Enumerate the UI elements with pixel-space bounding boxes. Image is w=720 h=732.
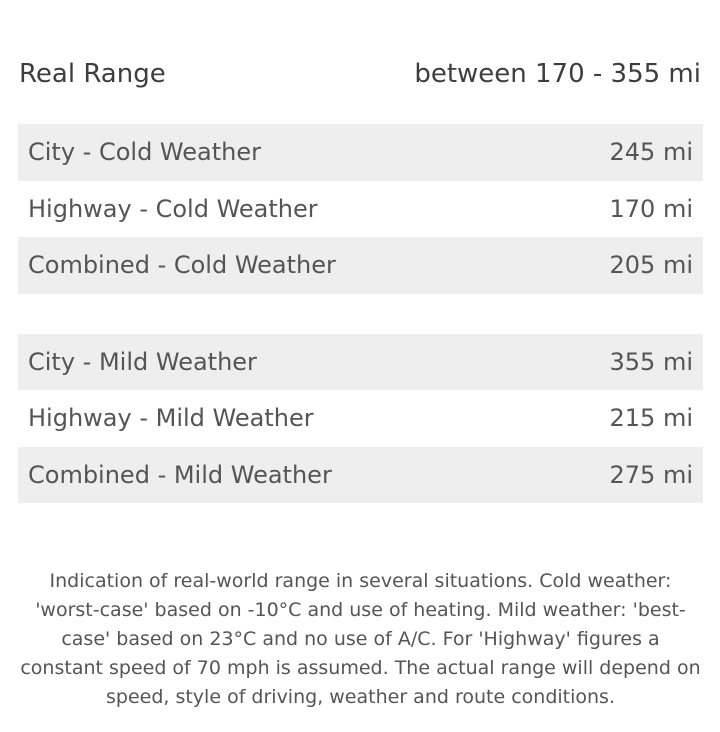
range-disclaimer: Indication of real-world range in several situations. Cold weather: 'worst-case' based on -10°C and use of heating. Mild weather: 'best-case' based on 23°C and no use of A/C. For 'Highway' figures a constant speed of 70 mph is assumed. The actual range will depend on speed, style of driving, weather and route conditions. bbox=[20, 570, 701, 708]
real-range-value: between 170 - 355 mi bbox=[414, 59, 701, 89]
table-row bbox=[18, 124, 703, 181]
row-value: 245 mi bbox=[609, 138, 693, 167]
row-label: Highway - Mild Weather bbox=[28, 404, 314, 433]
table-row bbox=[18, 237, 703, 294]
real-range-title: Real Range bbox=[19, 59, 166, 89]
row-value: 170 mi bbox=[609, 194, 693, 223]
row-value: 205 mi bbox=[609, 251, 693, 280]
mild-weather-table bbox=[18, 334, 703, 504]
table-row bbox=[18, 181, 703, 238]
row-label: Combined - Mild Weather bbox=[28, 460, 332, 489]
real-range-header bbox=[18, 46, 703, 102]
table-row bbox=[18, 390, 703, 447]
cold-weather-table bbox=[18, 124, 703, 294]
table-row bbox=[18, 334, 703, 391]
row-label: Highway - Cold Weather bbox=[28, 194, 318, 223]
row-value: 215 mi bbox=[609, 404, 693, 433]
table-row bbox=[18, 447, 703, 504]
row-label: Combined - Cold Weather bbox=[28, 251, 336, 280]
row-value: 275 mi bbox=[609, 460, 693, 489]
row-label: City - Cold Weather bbox=[28, 138, 261, 167]
range-panel bbox=[18, 0, 703, 503]
row-value: 355 mi bbox=[609, 347, 693, 376]
row-label: City - Mild Weather bbox=[28, 347, 257, 376]
